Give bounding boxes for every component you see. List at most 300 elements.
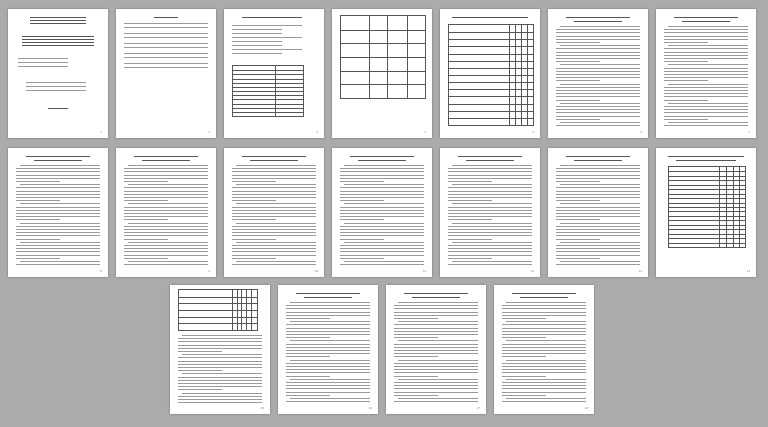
- text-line: [664, 58, 748, 59]
- text-line: [394, 337, 438, 338]
- document-page-thumbnail[interactable]: [332, 148, 432, 277]
- text-line: [394, 382, 478, 383]
- text-line: [448, 264, 532, 265]
- text-line: [124, 197, 208, 198]
- text-line: [560, 242, 640, 243]
- table-column-line: [369, 16, 370, 98]
- text-line: [668, 64, 748, 65]
- text-line: [502, 385, 586, 386]
- text-line: [20, 223, 100, 224]
- text-line: [458, 156, 522, 157]
- text-line: [506, 321, 586, 322]
- text-line: [394, 331, 478, 332]
- text-line: [286, 376, 330, 377]
- text-line: [448, 168, 532, 169]
- text-line: [124, 27, 208, 28]
- text-line: [286, 334, 370, 335]
- text-line: [556, 52, 640, 53]
- table-column-line: [733, 167, 734, 247]
- document-page-thumbnail[interactable]: [494, 285, 594, 414]
- text-line: [560, 165, 640, 166]
- text-line: [566, 17, 630, 18]
- page-number: 5: [532, 130, 534, 134]
- text-line: [556, 68, 640, 69]
- document-page-thumbnail[interactable]: [440, 9, 540, 138]
- text-line: [394, 401, 478, 402]
- text-line: [178, 402, 262, 403]
- text-line: [124, 245, 208, 246]
- table-row-line: [341, 57, 425, 58]
- text-line: [178, 386, 262, 387]
- text-line: [506, 302, 586, 303]
- document-page-thumbnail[interactable]: [548, 9, 648, 138]
- text-line: [124, 53, 208, 54]
- text-line: [124, 232, 208, 233]
- text-line: [124, 178, 208, 179]
- page-table: [448, 24, 534, 126]
- text-line: [178, 364, 262, 365]
- text-line: [286, 369, 370, 370]
- text-line: [574, 21, 622, 22]
- text-line: [124, 255, 208, 256]
- document-page-thumbnail[interactable]: [8, 148, 108, 277]
- text-line: [128, 261, 208, 262]
- text-line: [452, 17, 528, 18]
- text-line: [124, 33, 208, 34]
- text-line: [448, 232, 532, 233]
- text-line: [512, 293, 576, 294]
- text-line: [452, 242, 532, 243]
- table-column-line: [237, 290, 238, 330]
- text-line: [232, 248, 316, 249]
- text-line: [664, 42, 708, 43]
- text-line: [502, 312, 586, 313]
- text-line: [16, 187, 100, 188]
- text-line: [34, 160, 82, 161]
- text-line: [16, 264, 100, 265]
- page-number: 1: [100, 130, 102, 134]
- text-line: [448, 194, 532, 195]
- document-page-thumbnail[interactable]: [332, 9, 432, 138]
- text-line: [16, 248, 100, 249]
- page-number: 11: [422, 269, 426, 273]
- text-line: [178, 345, 262, 346]
- text-line: [232, 207, 316, 208]
- text-line: [124, 194, 208, 195]
- text-line: [232, 33, 282, 34]
- text-line: [556, 197, 640, 198]
- text-line: [124, 200, 168, 201]
- text-line: [16, 245, 100, 246]
- text-line: [556, 42, 600, 43]
- page-number: 14: [746, 269, 750, 273]
- document-page-thumbnail[interactable]: [548, 148, 648, 277]
- table-column-line: [726, 167, 727, 247]
- text-line: [556, 29, 640, 30]
- page-number: 4: [424, 130, 426, 134]
- text-line: [30, 23, 86, 24]
- text-line: [506, 379, 586, 380]
- text-line: [178, 380, 262, 381]
- text-line: [232, 37, 302, 38]
- text-line: [502, 337, 546, 338]
- text-line: [286, 308, 370, 309]
- text-line: [350, 156, 414, 157]
- text-line: [502, 350, 586, 351]
- text-line: [394, 305, 478, 306]
- text-line: [304, 297, 352, 298]
- text-line: [340, 194, 424, 195]
- text-line: [448, 200, 492, 201]
- text-line: [124, 239, 168, 240]
- text-line: [664, 125, 748, 126]
- text-line: [394, 372, 478, 373]
- text-line: [16, 175, 100, 176]
- text-line: [556, 36, 640, 37]
- text-line: [182, 393, 262, 394]
- text-line: [502, 305, 586, 306]
- text-line: [124, 229, 208, 230]
- document-page-thumbnail[interactable]: [278, 285, 378, 414]
- text-line: [344, 165, 424, 166]
- table-column-line: [739, 167, 740, 247]
- text-line: [124, 191, 208, 192]
- text-line: [124, 63, 208, 64]
- text-line: [560, 64, 640, 65]
- text-line: [340, 219, 384, 220]
- text-line: [556, 171, 640, 172]
- text-line: [340, 213, 424, 214]
- text-line: [232, 178, 316, 179]
- table-row-line: [233, 70, 303, 71]
- text-line: [232, 251, 316, 252]
- text-line: [134, 156, 198, 157]
- text-line: [556, 87, 640, 88]
- text-line: [556, 239, 600, 240]
- text-line: [448, 175, 532, 176]
- text-line: [124, 248, 208, 249]
- text-line: [48, 108, 68, 109]
- text-line: [232, 171, 316, 172]
- text-line: [182, 354, 262, 355]
- text-line: [232, 29, 282, 30]
- text-line: [556, 178, 640, 179]
- text-line: [290, 302, 370, 303]
- text-line: [452, 223, 532, 224]
- text-line: [394, 347, 478, 348]
- text-line: [560, 223, 640, 224]
- text-line: [30, 17, 86, 18]
- text-line: [16, 194, 100, 195]
- text-line: [286, 350, 370, 351]
- text-line: [394, 385, 478, 386]
- text-line: [340, 175, 424, 176]
- page-number: 17: [476, 406, 480, 410]
- text-line: [16, 171, 100, 172]
- text-line: [296, 293, 360, 294]
- text-line: [556, 232, 640, 233]
- table-row-line: [233, 91, 303, 92]
- text-line: [664, 61, 708, 62]
- text-line: [344, 223, 424, 224]
- text-line: [394, 318, 438, 319]
- text-line: [178, 348, 262, 349]
- text-line: [448, 226, 532, 227]
- text-line: [394, 356, 438, 357]
- text-line: [556, 58, 640, 59]
- text-line: [394, 363, 478, 364]
- text-line: [340, 235, 424, 236]
- table-column-line: [275, 66, 276, 116]
- text-line: [556, 96, 640, 97]
- text-line: [340, 264, 424, 265]
- text-line: [556, 93, 640, 94]
- text-line: [448, 171, 532, 172]
- table-row-line: [233, 95, 303, 96]
- text-line: [664, 116, 748, 117]
- text-line: [520, 297, 568, 298]
- text-line: [556, 200, 600, 201]
- text-line: [668, 84, 748, 85]
- text-line: [502, 382, 586, 383]
- text-line: [502, 388, 586, 389]
- text-line: [16, 210, 100, 211]
- text-line: [124, 57, 208, 58]
- text-line: [16, 255, 100, 256]
- text-line: [394, 324, 478, 325]
- text-line: [556, 112, 640, 113]
- text-line: [394, 392, 478, 393]
- text-line: [178, 367, 262, 368]
- text-line: [286, 363, 370, 364]
- text-line: [286, 315, 370, 316]
- text-line: [124, 258, 168, 259]
- text-line: [142, 160, 190, 161]
- document-page-thumbnail[interactable]: [656, 9, 756, 138]
- text-line: [178, 389, 222, 390]
- text-line: [124, 226, 208, 227]
- text-line: [124, 251, 208, 252]
- page-number: 6: [640, 130, 642, 134]
- text-line: [344, 203, 424, 204]
- text-line: [232, 229, 316, 230]
- document-page-thumbnail[interactable]: [224, 9, 324, 138]
- text-line: [286, 372, 370, 373]
- text-line: [242, 156, 306, 157]
- table-column-line: [515, 25, 516, 125]
- text-line: [26, 90, 86, 91]
- text-line: [394, 388, 478, 389]
- text-line: [560, 184, 640, 185]
- text-line: [178, 361, 262, 362]
- text-line: [668, 26, 748, 27]
- text-line: [556, 181, 600, 182]
- text-line: [502, 376, 546, 377]
- text-line: [502, 318, 546, 319]
- text-line: [16, 219, 60, 220]
- text-line: [448, 251, 532, 252]
- text-line: [22, 39, 94, 40]
- text-line: [556, 245, 640, 246]
- text-line: [236, 261, 316, 262]
- text-line: [232, 53, 282, 54]
- text-line: [290, 321, 370, 322]
- document-page-thumbnail[interactable]: [440, 148, 540, 277]
- text-line: [178, 338, 262, 339]
- text-line: [20, 261, 100, 262]
- text-line: [232, 255, 316, 256]
- table-column-line: [509, 25, 510, 125]
- text-line: [394, 328, 478, 329]
- text-line: [22, 42, 94, 43]
- table-row-line: [233, 104, 303, 105]
- document-page-thumbnail[interactable]: [116, 148, 216, 277]
- text-line: [668, 156, 744, 157]
- text-line: [232, 245, 316, 246]
- text-line: [232, 200, 276, 201]
- text-line: [502, 331, 586, 332]
- text-line: [286, 356, 330, 357]
- table-column-line: [407, 16, 408, 98]
- document-page-thumbnail[interactable]: [170, 285, 270, 414]
- text-line: [502, 353, 586, 354]
- text-line: [448, 219, 492, 220]
- text-line: [340, 171, 424, 172]
- text-line: [556, 213, 640, 214]
- page-number: 13: [638, 269, 642, 273]
- text-line: [340, 191, 424, 192]
- text-line: [18, 58, 68, 59]
- text-line: [556, 187, 640, 188]
- text-line: [232, 258, 276, 259]
- text-line: [178, 396, 262, 397]
- page-table: [668, 166, 746, 248]
- table-column-line: [251, 290, 252, 330]
- text-line: [556, 207, 640, 208]
- text-line: [556, 226, 640, 227]
- table-column-line: [387, 16, 388, 98]
- document-page-thumbnail[interactable]: [224, 148, 324, 277]
- page-number: 12: [530, 269, 534, 273]
- text-line: [664, 29, 748, 30]
- text-line: [124, 171, 208, 172]
- text-line: [556, 251, 640, 252]
- text-line: [664, 80, 708, 81]
- document-page-thumbnail[interactable]: [656, 148, 756, 277]
- document-page-thumbnail[interactable]: [386, 285, 486, 414]
- text-line: [556, 194, 640, 195]
- document-page-thumbnail[interactable]: [116, 9, 216, 138]
- text-line: [286, 318, 330, 319]
- text-line: [232, 168, 316, 169]
- text-line: [286, 337, 330, 338]
- text-line: [178, 351, 222, 352]
- text-line: [286, 395, 330, 396]
- text-line: [16, 232, 100, 233]
- text-line: [182, 335, 262, 336]
- text-line: [556, 264, 640, 265]
- text-line: [20, 184, 100, 185]
- text-line: [448, 216, 532, 217]
- text-line: [394, 366, 478, 367]
- text-line: [412, 297, 460, 298]
- text-line: [286, 392, 370, 393]
- text-line: [560, 261, 640, 262]
- text-line: [124, 37, 208, 38]
- text-line: [124, 219, 168, 220]
- text-line: [664, 74, 748, 75]
- text-line: [286, 385, 370, 386]
- text-line: [664, 52, 748, 53]
- text-line: [286, 382, 370, 383]
- text-line: [574, 160, 622, 161]
- text-line: [448, 235, 532, 236]
- text-line: [664, 93, 748, 94]
- text-line: [676, 160, 736, 161]
- text-line: [556, 258, 600, 259]
- text-line: [178, 370, 222, 371]
- text-line: [236, 184, 316, 185]
- text-line: [124, 67, 208, 68]
- text-line: [556, 191, 640, 192]
- text-line: [242, 17, 302, 18]
- text-line: [124, 235, 208, 236]
- text-line: [340, 210, 424, 211]
- text-line: [340, 168, 424, 169]
- table-row-line: [341, 84, 425, 85]
- text-line: [178, 383, 262, 384]
- text-line: [398, 360, 478, 361]
- text-line: [340, 251, 424, 252]
- text-line: [232, 194, 316, 195]
- text-line: [502, 363, 586, 364]
- text-line: [394, 308, 478, 309]
- text-line: [236, 203, 316, 204]
- text-line: [286, 344, 370, 345]
- text-line: [502, 334, 586, 335]
- text-line: [394, 395, 438, 396]
- text-line: [236, 165, 316, 166]
- text-line: [16, 181, 60, 182]
- text-line: [502, 328, 586, 329]
- page-number: 8: [100, 269, 102, 273]
- text-line: [398, 379, 478, 380]
- text-line: [668, 122, 748, 123]
- text-line: [556, 248, 640, 249]
- page-number: 10: [314, 269, 318, 273]
- text-line: [124, 181, 168, 182]
- text-line: [178, 377, 262, 378]
- text-line: [452, 184, 532, 185]
- text-line: [556, 90, 640, 91]
- text-line: [560, 122, 640, 123]
- text-line: [664, 48, 748, 49]
- document-page-thumbnail[interactable]: [8, 9, 108, 138]
- text-line: [290, 398, 370, 399]
- text-line: [664, 119, 708, 120]
- text-line: [506, 398, 586, 399]
- text-line: [286, 324, 370, 325]
- text-line: [556, 61, 600, 62]
- text-line: [286, 388, 370, 389]
- text-line: [16, 229, 100, 230]
- text-line: [674, 17, 738, 18]
- text-line: [232, 219, 276, 220]
- text-line: [16, 178, 100, 179]
- text-line: [124, 23, 208, 24]
- text-line: [290, 340, 370, 341]
- table-row-line: [233, 112, 303, 113]
